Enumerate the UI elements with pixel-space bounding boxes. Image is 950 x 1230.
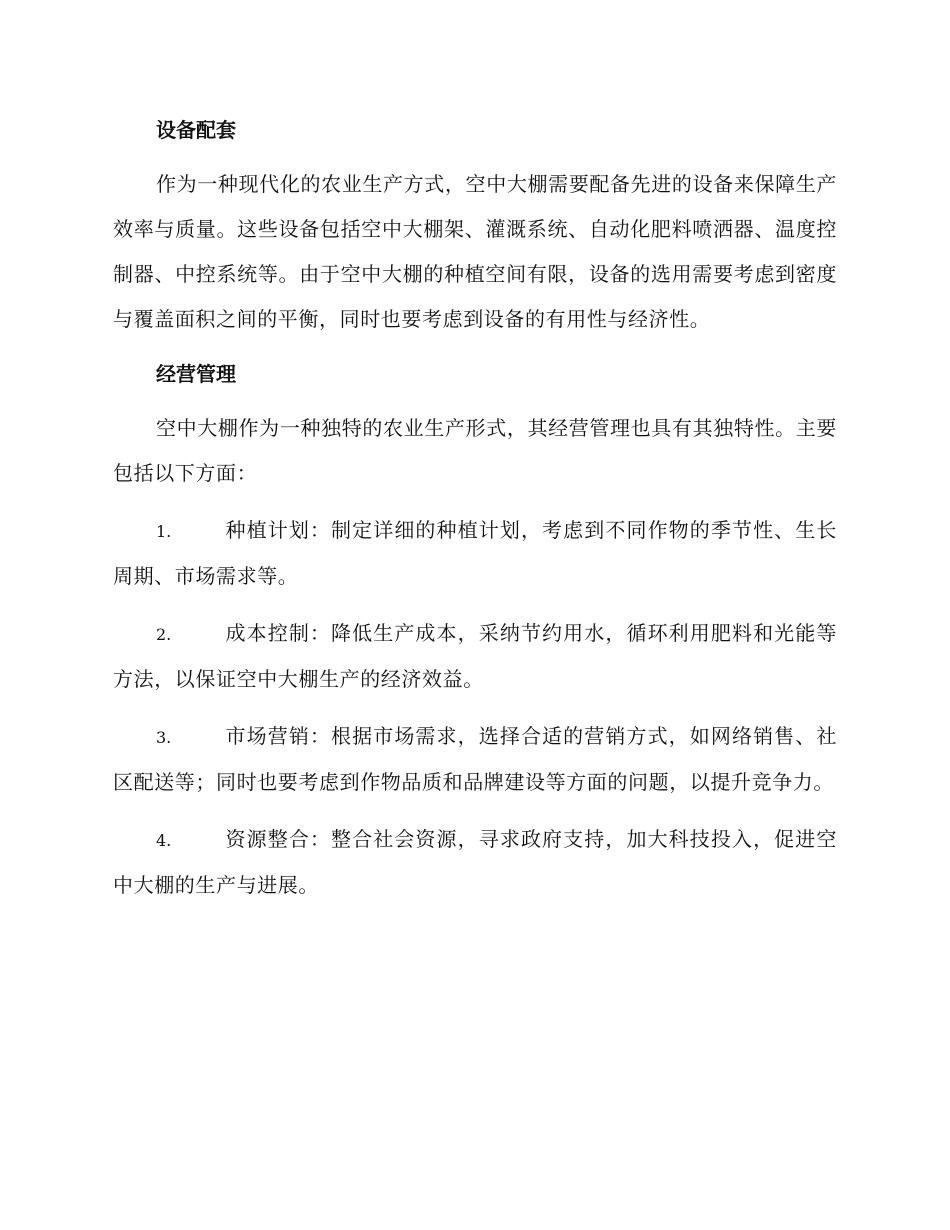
section-paragraph-management: 空中大棚作为一种独特的农业生产形式，其经营管理也具有其独特性。主要包括以下方面：: [113, 416, 837, 485]
list-item-number: 3.: [156, 728, 172, 747]
section-paragraph-equipment: 作为一种现代化的农业生产方式，空中大棚需要配备先进的设备来保障生产效率与质量。这些设备包括空中大棚架、灌溉系统、自动化肥料喷洒器、温度控制器、中控系统等。由于空中大棚的种植空间有限，设备的选用需要考虑到密度与覆盖面积之间的平衡，同时也要考虑到设备的有用性与经济性。: [113, 172, 837, 331]
management-list: [113, 508, 837, 908]
list-item-text: 资源整合：整合社会资源，寻求政府支持，加大科技投入，促进空中大棚的生产与进展。: [113, 827, 837, 897]
list-item-number: 1.: [156, 522, 172, 541]
list-item-number: 4.: [156, 831, 172, 850]
list-item-text: 市场营销：根据市场需求，选择合适的营销方式，如网络销售、社区配送等；同时也要考虑到作物品质和品牌建设等方面的问题，以提升竞争力。: [113, 724, 837, 794]
list-item-text: 种植计划：制定详细的种植计划，考虑到不同作物的季节性、生长周期、市场需求等。: [113, 518, 837, 588]
section-heading-management: 经营管理: [156, 362, 236, 386]
document-body: [113, 110, 837, 908]
list-item: [113, 714, 837, 805]
list-item: [113, 611, 837, 702]
section-heading-equipment: 设备配套: [156, 118, 236, 142]
list-item: [113, 508, 837, 599]
list-item: [113, 817, 837, 908]
list-item-number: 2.: [156, 625, 172, 644]
list-item-text: 成本控制：降低生产成本，采纳节约用水，循环利用肥料和光能等方法，以保证空中大棚生产的经济效益。: [113, 621, 837, 691]
